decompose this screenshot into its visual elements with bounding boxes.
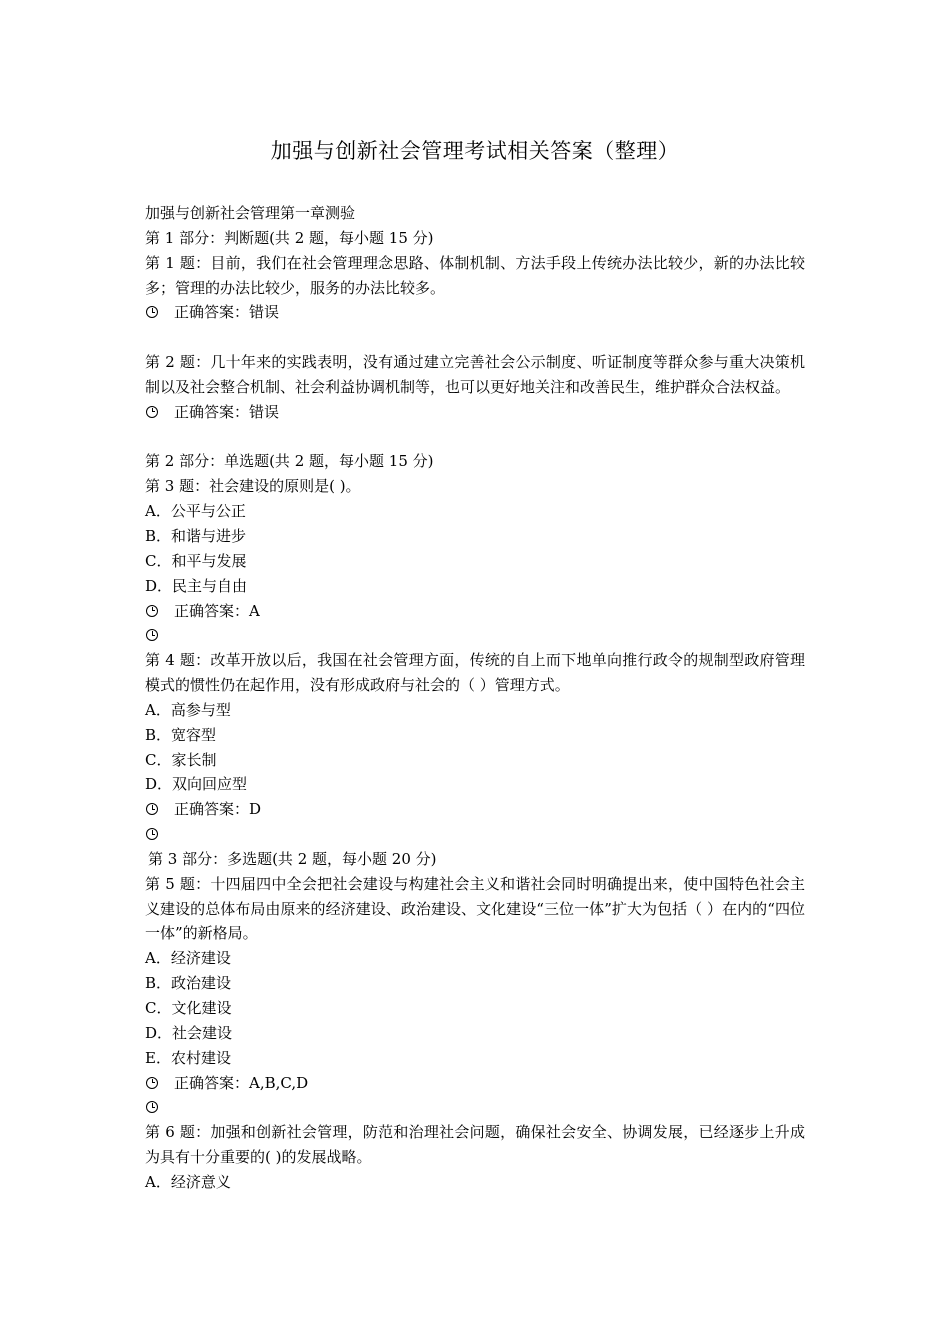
question-5-text: 第 5 题：十四届四中全会把社会建设与构建社会主义和谐社会同时明确提出来，使中国特色社会主义建设的总体布局由原来的经济建设、政治建设、文化建设“三位一体”扩大为包括（ ）在内的“四位一体”的新格局。 [145,874,805,943]
part2-header: 第 2 部分：单选题(共 2 题，每小题 15 分) [145,452,434,471]
answer-text: 正确答案：A [174,601,260,620]
clock-icon [146,1101,158,1113]
spacer [145,325,805,350]
question-3-option-c: C．和平与发展 [145,551,247,570]
question-5-option-d: D．社会建设 [145,1023,233,1042]
question-1-text: 第 1 题：目前，我们在社会管理理念思路、体制机制、方法手段上传统办法比较少，新的办法比较多；管理的办法比较少，服务的办法比较多。 [145,253,805,297]
question-3-extra-marker [145,623,805,648]
question-5-option-a: A．经济建设 [145,949,231,968]
question-5-answer [145,1071,805,1096]
clock-icon [146,605,158,617]
clock-icon [146,1077,158,1089]
question-2-text: 第 2 题：几十年来的实践表明，没有通过建立完善社会公示制度、听证制度等群众参与重大决策机制以及社会整合机制、社会利益协调机制等，也可以更好地关注和改善民生，维护群众合法权益。 [145,353,805,396]
question-4-text: 第 4 题：改革开放以后，我国在社会管理方面，传统的自上而下地单向推行政令的规制型政府管理模式的惯性仍在起作用，没有形成政府与社会的（ ）管理方式。 [145,651,805,695]
question-4-option-d: D．双向回应型 [145,775,248,794]
answer-text: 正确答案：错误 [174,303,280,322]
clock-icon [146,629,158,641]
question-3-option-a: A．公平与公正 [145,502,246,521]
chapter-subtitle: 加强与创新社会管理第一章测验 [145,204,356,222]
question-5-option-c: C．文化建设 [145,999,232,1017]
clock-icon [146,803,158,815]
clock-icon [146,828,158,840]
question-5-option-b: B．政治建设 [145,974,232,993]
question-4-option-a: A．高参与型 [145,700,231,719]
question-3-option-d: D．民主与自由 [145,576,248,595]
question-3-text: 第 3 题：社会建设的原则是( )。 [145,477,361,496]
part1-header: 第 1 部分：判断题(共 2 题，每小题 15 分) [145,228,434,247]
question-4-option-b: B．宽容型 [145,725,217,744]
question-4-option-c: C．家长制 [145,750,217,769]
question-5-extra-marker [145,1095,805,1120]
question-4-answer [145,797,805,822]
answer-text: 正确答案：D [174,800,262,819]
document-title: 加强与创新社会管理考试相关答案（整理） [270,139,680,163]
document-body [145,201,805,1195]
part3-header: 第 3 部分：多选题(共 2 题，每小题 20 分) [148,849,437,868]
question-2-answer [145,400,805,425]
question-1-answer [145,300,805,325]
answer-text: 正确答案：A,B,C,D [174,1073,309,1092]
question-4-extra-marker [145,822,805,847]
question-6-text: 第 6 题：加强和创新社会管理，防范和治理社会问题，确保社会安全、协调发展，已经逐步上升成为具有十分重要的( )的发展战略。 [145,1123,805,1167]
clock-icon [146,306,158,318]
spacer [145,425,805,450]
question-3-option-b: B．和谐与进步 [145,526,247,545]
question-3-answer [145,599,805,624]
clock-icon [146,406,158,418]
question-5-option-e: E．农村建设 [145,1048,231,1067]
answer-text: 正确答案：错误 [174,402,280,421]
question-6-option-a: A．经济意义 [145,1172,231,1191]
